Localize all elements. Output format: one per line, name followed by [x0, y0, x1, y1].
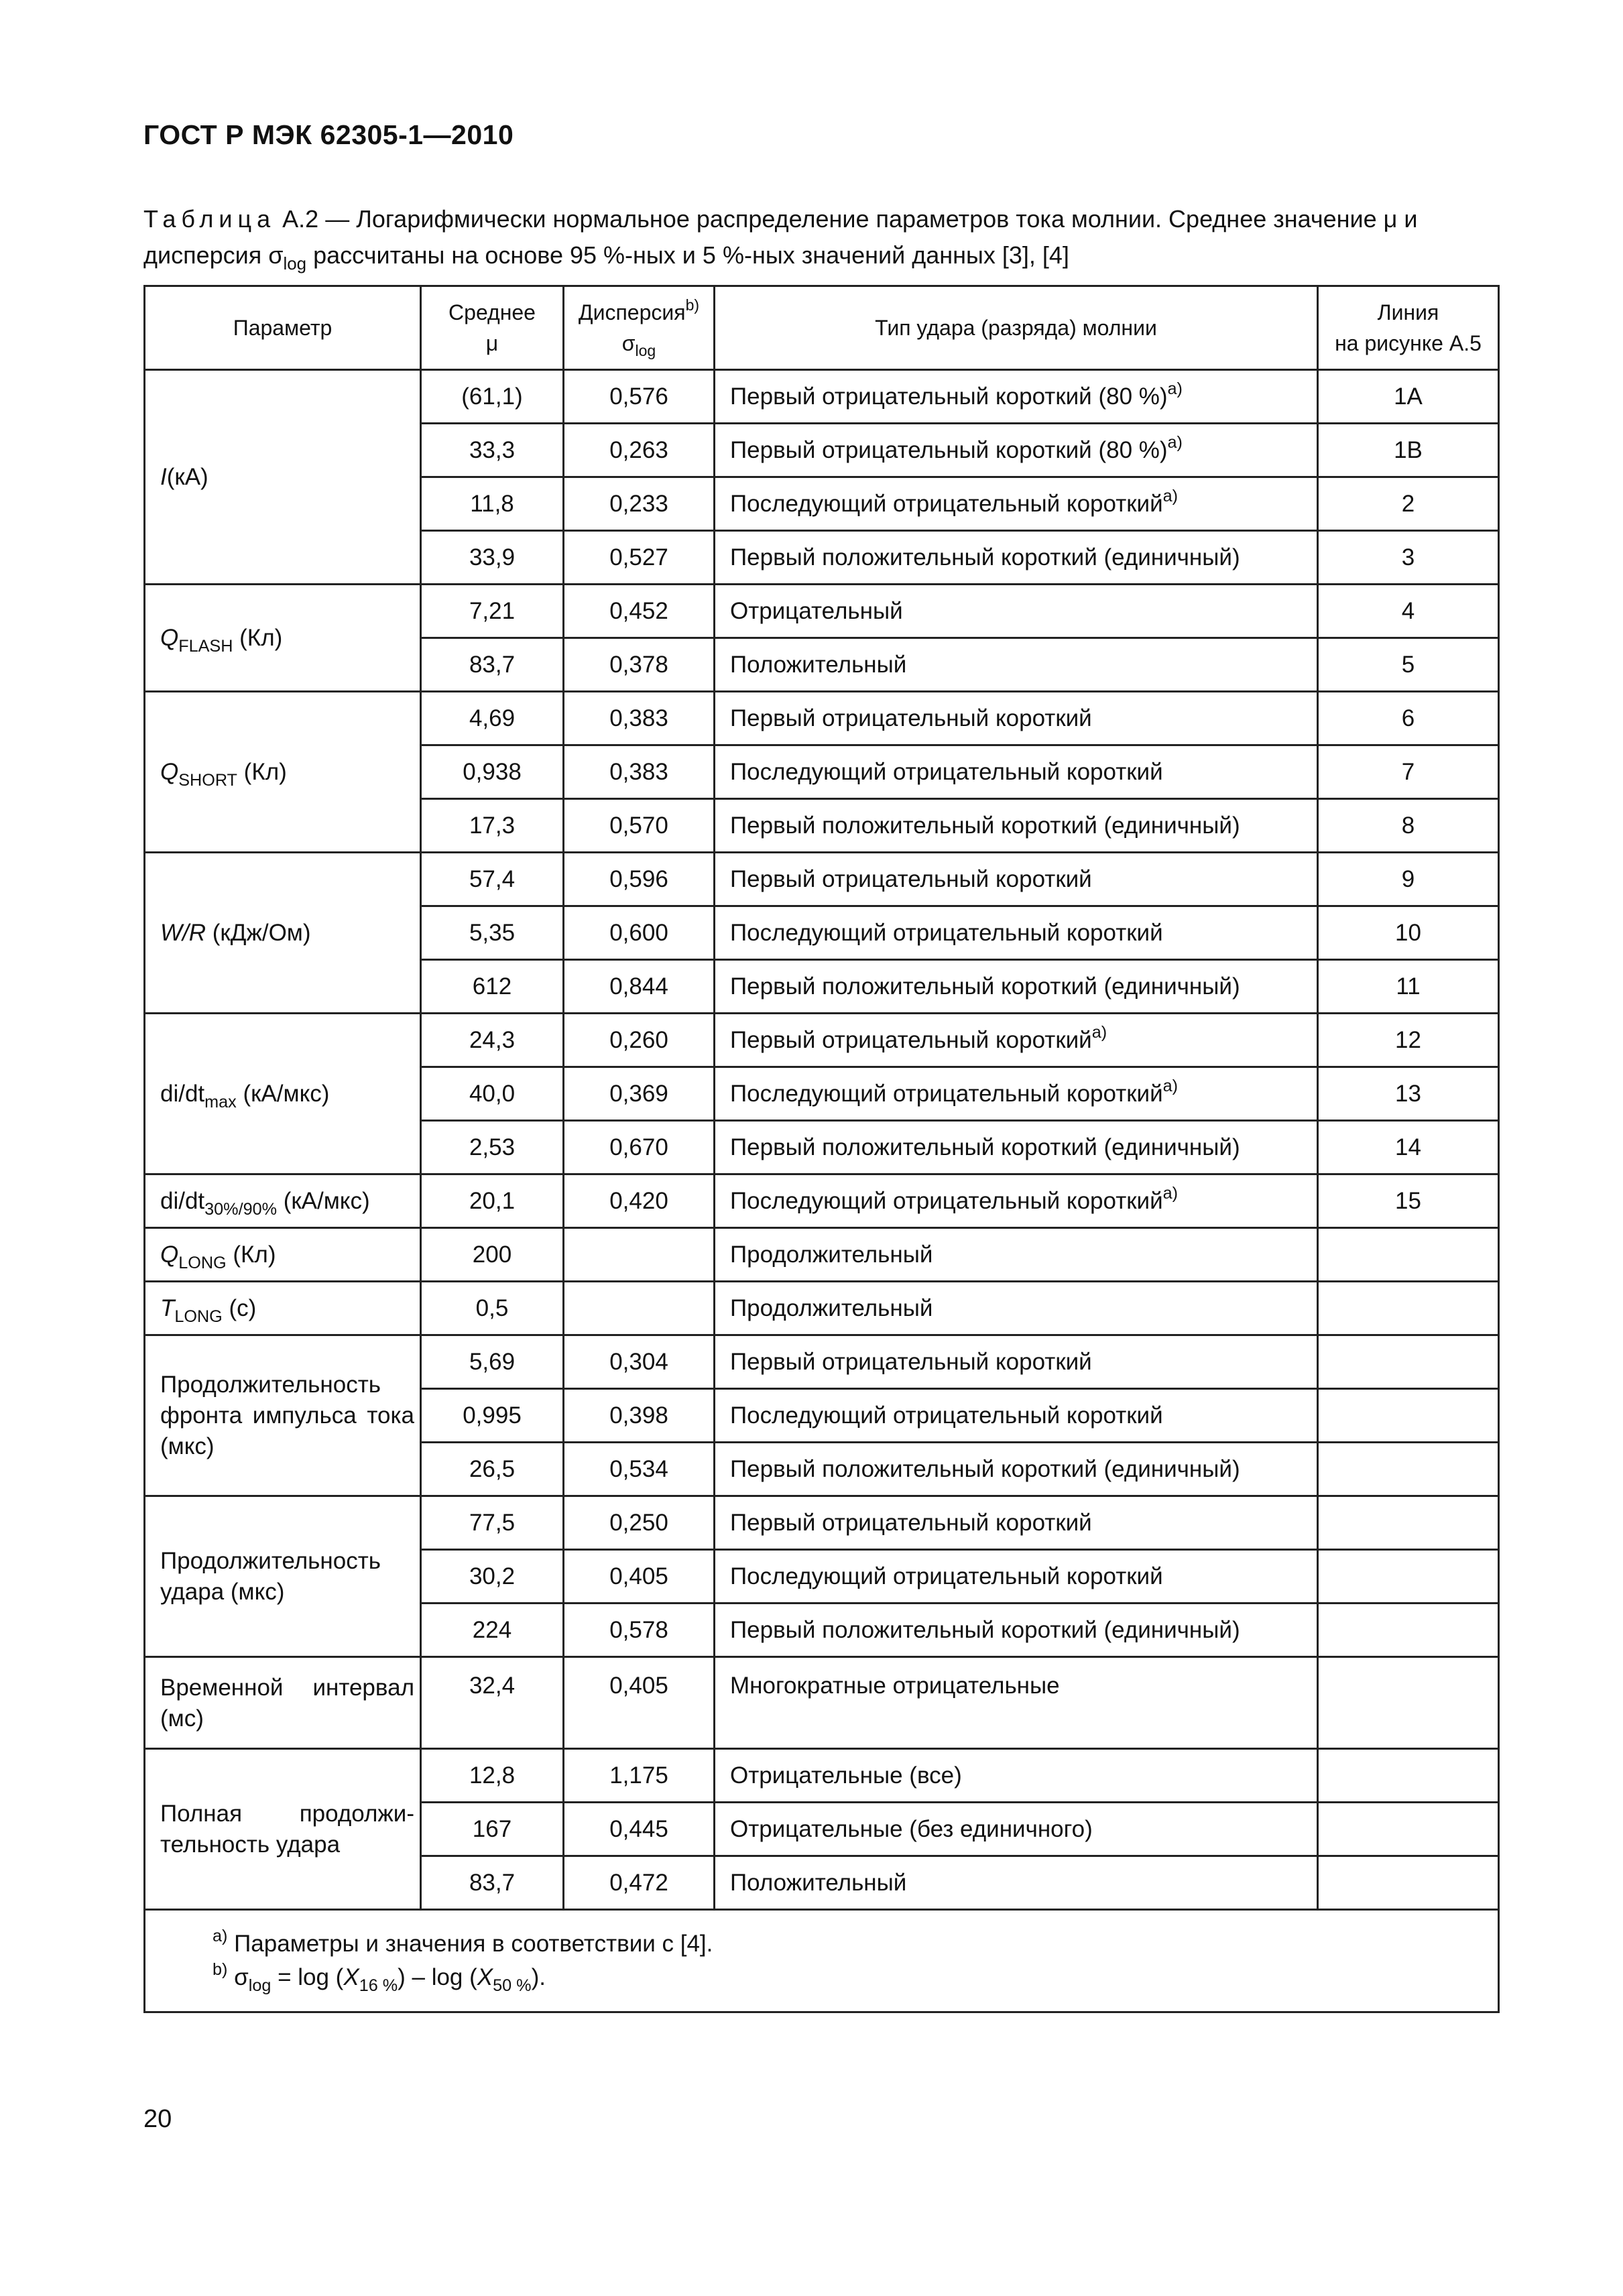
mean-cell: 83,7 [421, 1856, 564, 1910]
caption-line1: А.2 — Логарифмически нормальное распределение параметров тока молнии. Среднее значение μ и [276, 205, 1418, 233]
param-subscript: FLASH [178, 636, 233, 656]
type-cell: Первый отрицательный короткий [715, 1496, 1318, 1550]
type-cell: Первый отрицательный короткий$^{a)}$ [715, 1014, 1318, 1067]
type-cell: Продолжительный [715, 1228, 1318, 1282]
param-cell [145, 853, 421, 1014]
dispersion-cell: 0,576 [564, 370, 715, 424]
table-row [145, 853, 1499, 906]
line-cell [1318, 1803, 1499, 1856]
mean-cell: 0,995 [421, 1389, 564, 1443]
mean-cell: 612 [421, 960, 564, 1014]
line-cell: 10 [1318, 906, 1499, 960]
col-mean-symbol: μ [485, 331, 499, 355]
type-cell: Первый положительный короткий (единичный) [715, 799, 1318, 853]
mean-cell: 33,3 [421, 424, 564, 477]
footnote-a: $^{a)}$ Параметры и значения в соответствии с [4]. [213, 1926, 713, 1957]
line-cell: 5 [1318, 638, 1499, 692]
mean-cell: 17,3 [421, 799, 564, 853]
line-cell: 3 [1318, 531, 1499, 585]
dispersion-cell: 0,527 [564, 531, 715, 585]
param-cell: Временной интервал (мс) [145, 1657, 421, 1749]
line-cell: 8 [1318, 799, 1499, 853]
dispersion-cell: 0,263 [564, 424, 715, 477]
lightning-parameters-table [143, 285, 1500, 2013]
line-cell [1318, 1496, 1499, 1550]
col-line-label: Линия [1377, 300, 1439, 324]
param-symbol: Q [160, 1241, 179, 1268]
type-cell: Последующий отрицательный короткий [715, 1550, 1318, 1604]
param-cell: Полная продолжи-тельность удара [145, 1749, 421, 1910]
dispersion-cell: 0,383 [564, 692, 715, 745]
line-cell [1318, 1389, 1499, 1443]
table-row [145, 1496, 1499, 1550]
mean-cell: 0,938 [421, 745, 564, 799]
type-cell: Первый отрицательный короткий [715, 692, 1318, 745]
dispersion-cell: 0,378 [564, 638, 715, 692]
caption-word: Таблица [143, 205, 276, 233]
param-unit: (кА) [166, 463, 208, 490]
param-cell [145, 1228, 421, 1282]
param-unit: (кДж/Ом) [206, 919, 311, 946]
param-cell [145, 692, 421, 853]
dispersion-cell: 0,250 [564, 1496, 715, 1550]
mean-cell: 167 [421, 1803, 564, 1856]
mean-cell: 12,8 [421, 1749, 564, 1803]
param-cell [145, 585, 421, 692]
col-line-header [1318, 286, 1499, 370]
type-cell: Первый положительный короткий (единичный) [715, 1604, 1318, 1657]
line-cell [1318, 1604, 1499, 1657]
line-cell [1318, 1749, 1499, 1803]
col-disp-label: Дисперсия [578, 300, 686, 324]
type-cell: Последующий отрицательный короткий$^{a)}$ [715, 477, 1318, 531]
page-number: 20 [143, 2105, 172, 2133]
param-subscript: LONG [174, 1307, 223, 1326]
col-mean-header [421, 286, 564, 370]
document-header: ГОСТ Р МЭК 62305-1—2010 [143, 119, 514, 150]
param-cell: Продолжительность фронта импульса тока (мкс) [145, 1335, 421, 1496]
col-param-header: Параметр [145, 286, 421, 370]
mean-cell: 0,5 [421, 1282, 564, 1335]
dispersion-cell: 0,405 [564, 1550, 715, 1604]
param-unit: (Кл) [233, 624, 283, 651]
param-subscript: SHORT [178, 770, 237, 790]
type-cell: Последующий отрицательный короткий [715, 1389, 1318, 1443]
param-unit: (Кл) [237, 758, 287, 785]
mean-cell: 200 [421, 1228, 564, 1282]
line-cell: 7 [1318, 745, 1499, 799]
line-cell [1318, 1550, 1499, 1604]
header-row [145, 286, 1499, 370]
table-caption [143, 201, 1498, 274]
table-row [145, 370, 1499, 424]
table-row [145, 1282, 1499, 1335]
line-cell: 11 [1318, 960, 1499, 1014]
dispersion-cell: 0,578 [564, 1604, 715, 1657]
mean-cell: 26,5 [421, 1443, 564, 1496]
type-cell: Многократные отрицательные [715, 1657, 1318, 1749]
table-row [145, 1335, 1499, 1389]
param-cell [145, 1014, 421, 1174]
type-cell: Отрицательные (без единичного) [715, 1803, 1318, 1856]
type-cell: Последующий отрицательный короткий$^{a)}$ [715, 1067, 1318, 1121]
col-mean-label: Среднее [448, 300, 536, 324]
param-unit: (с) [222, 1294, 257, 1321]
table-row [145, 1749, 1499, 1803]
param-subscript: max [204, 1092, 237, 1111]
mean-cell: 40,0 [421, 1067, 564, 1121]
type-cell: Продолжительный [715, 1282, 1318, 1335]
type-cell: Первый положительный короткий (единичный) [715, 960, 1318, 1014]
dispersion-cell: 0,452 [564, 585, 715, 638]
param-symbol: W/R [160, 919, 206, 946]
dispersion-cell: 0,405 [564, 1657, 715, 1749]
line-cell [1318, 1657, 1499, 1749]
line-cell [1318, 1228, 1499, 1282]
param-symbol: Q [160, 624, 179, 651]
mean-cell: 5,69 [421, 1335, 564, 1389]
type-cell: Последующий отрицательный короткий [715, 906, 1318, 960]
caption-line2b: рассчитаны на основе 95 %-ных и 5 %-ных значений данных [3], [4] [306, 241, 1069, 269]
param-cell: Продолжительность удара (мкс) [145, 1496, 421, 1657]
col-disp-symbol-sub: log [635, 342, 656, 360]
dispersion-cell [564, 1228, 715, 1282]
type-cell: Отрицательный [715, 585, 1318, 638]
line-cell: 12 [1318, 1014, 1499, 1067]
mean-cell: 33,9 [421, 531, 564, 585]
dispersion-cell: 0,844 [564, 960, 715, 1014]
table-row [145, 692, 1499, 745]
mean-cell: 4,69 [421, 692, 564, 745]
type-cell: Последующий отрицательный короткий$^{a)}$ [715, 1174, 1318, 1228]
col-disp-footnote-mark: b) [685, 296, 700, 314]
mean-cell: 20,1 [421, 1174, 564, 1228]
dispersion-cell: 0,398 [564, 1389, 715, 1443]
mean-cell: 57,4 [421, 853, 564, 906]
mean-cell: 24,3 [421, 1014, 564, 1067]
mean-cell: 30,2 [421, 1550, 564, 1604]
mean-cell: 77,5 [421, 1496, 564, 1550]
table-row [145, 1657, 1499, 1749]
type-cell: Первый отрицательный короткий (80 %)$^{a)}$ [715, 370, 1318, 424]
type-cell: Первый отрицательный короткий [715, 1335, 1318, 1389]
type-cell: Первый отрицательный короткий (80 %)$^{a)}$ [715, 424, 1318, 477]
mean-cell: (61,1) [421, 370, 564, 424]
dispersion-cell: 0,445 [564, 1803, 715, 1856]
line-cell: 6 [1318, 692, 1499, 745]
param-symbol: di/dt [160, 1080, 205, 1107]
line-cell: 13 [1318, 1067, 1499, 1121]
type-cell: Первый положительный короткий (единичный) [715, 531, 1318, 585]
dispersion-cell: 0,570 [564, 799, 715, 853]
type-cell: Первый положительный короткий (единичный) [715, 1121, 1318, 1174]
param-cell [145, 1174, 421, 1228]
mean-cell: 7,21 [421, 585, 564, 638]
param-unit: (Кл) [226, 1241, 276, 1268]
type-cell: Первый положительный короткий (единичный) [715, 1443, 1318, 1496]
type-cell: Отрицательные (все) [715, 1749, 1318, 1803]
col-type-header: Тип удара (разряда) молнии [715, 286, 1318, 370]
table-row [145, 585, 1499, 638]
mean-cell: 2,53 [421, 1121, 564, 1174]
dispersion-cell: 0,534 [564, 1443, 715, 1496]
mean-cell: 11,8 [421, 477, 564, 531]
param-symbol: Q [160, 758, 179, 785]
dispersion-cell: 0,369 [564, 1067, 715, 1121]
line-cell [1318, 1856, 1499, 1910]
dispersion-cell: 0,383 [564, 745, 715, 799]
col-line-label-2: на рисунке А.5 [1335, 331, 1482, 355]
param-unit: (кА/мкс) [236, 1080, 330, 1107]
mean-cell: 83,7 [421, 638, 564, 692]
dispersion-cell: 0,233 [564, 477, 715, 531]
footnote-b: $^{b)}$ $\sigma_{log} = \log (X_{16 \%}) - \log (X_{50 \%})$. [213, 1959, 546, 1995]
dispersion-cell: 1,175 [564, 1749, 715, 1803]
mean-cell: 224 [421, 1604, 564, 1657]
dispersion-cell: 0,420 [564, 1174, 715, 1228]
type-cell: Положительный [715, 638, 1318, 692]
param-subscript: 30%/90% [204, 1199, 277, 1219]
param-subscript: LONG [178, 1253, 227, 1272]
dispersion-cell: 0,596 [564, 853, 715, 906]
footnotes-cell [145, 1910, 1499, 2012]
param-cell [145, 370, 421, 585]
type-cell: Последующий отрицательный короткий [715, 745, 1318, 799]
line-cell: 15 [1318, 1174, 1499, 1228]
mean-cell: 5,35 [421, 906, 564, 960]
dispersion-cell: 0,304 [564, 1335, 715, 1389]
line-cell [1318, 1335, 1499, 1389]
dispersion-cell: 0,472 [564, 1856, 715, 1910]
param-cell [145, 1282, 421, 1335]
line-cell: 1В [1318, 424, 1499, 477]
line-cell: 14 [1318, 1121, 1499, 1174]
line-cell: 1А [1318, 370, 1499, 424]
table-row [145, 1174, 1499, 1228]
dispersion-cell [564, 1282, 715, 1335]
col-disp-header [564, 286, 715, 370]
caption-line2-sub: log [283, 255, 307, 274]
param-symbol: I [160, 463, 167, 490]
caption-line2a: дисперсия σ [143, 241, 284, 269]
table-row [145, 1228, 1499, 1282]
dispersion-cell: 0,670 [564, 1121, 715, 1174]
param-symbol: di/dt [160, 1187, 205, 1214]
line-cell: 4 [1318, 585, 1499, 638]
col-disp-symbol: σ [621, 331, 636, 355]
line-cell [1318, 1282, 1499, 1335]
dispersion-cell: 0,260 [564, 1014, 715, 1067]
footnote-row [145, 1910, 1499, 2012]
type-cell: Положительный [715, 1856, 1318, 1910]
line-cell: 2 [1318, 477, 1499, 531]
dispersion-cell: 0,600 [564, 906, 715, 960]
param-symbol: T [160, 1294, 175, 1321]
line-cell [1318, 1443, 1499, 1496]
table-row [145, 1014, 1499, 1067]
type-cell: Первый отрицательный короткий [715, 853, 1318, 906]
mean-cell: 32,4 [421, 1657, 564, 1749]
param-unit: (кА/мкс) [276, 1187, 370, 1214]
line-cell: 9 [1318, 853, 1499, 906]
